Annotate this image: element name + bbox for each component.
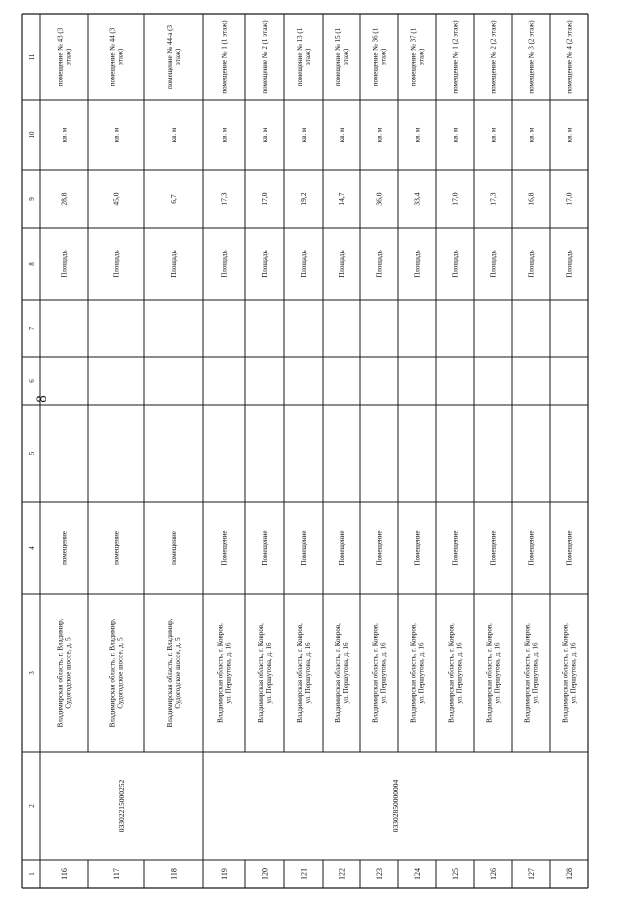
- parameter-value: 28,8: [59, 192, 69, 206]
- parameter-name: Площадь: [169, 250, 178, 278]
- column-number: 2: [28, 804, 36, 808]
- object-address: Владимирская область, г. Ковров,ул. Першутова, д. 16: [561, 623, 578, 723]
- object-type: Помещение: [565, 530, 574, 566]
- cadastral-number: 03302215000252: [117, 779, 127, 833]
- table-row: [216, 20, 232, 880]
- row-number: 122: [337, 868, 347, 880]
- table-row: [561, 20, 577, 880]
- parameter-value: 17,0: [564, 192, 574, 206]
- object-address: Владимирская область, г. Владимир,Судогодское шоссе, д. 5: [56, 618, 73, 728]
- parameter-value: 17,0: [450, 192, 460, 206]
- column-number: 10: [28, 131, 36, 139]
- parameter-unit: кв. м: [413, 127, 422, 143]
- column-number: 4: [28, 546, 36, 550]
- object-description: помещение № 37 (1этаж): [409, 27, 426, 87]
- parameter-name: Площадь: [260, 250, 269, 278]
- object-description: помещение № 15 (1этаж): [333, 27, 351, 87]
- parameter-unit: кв. м: [220, 127, 229, 143]
- object-type: помещение: [112, 531, 121, 565]
- parameter-name: Площадь: [527, 250, 536, 278]
- object-description: помещение № 1 (1 этаж): [220, 20, 229, 94]
- parameter-value: 19,2: [299, 192, 309, 206]
- table-cells: [28, 20, 578, 880]
- object-address: Владимирская область, г. Ковров,ул. Першутова, д. 16: [295, 623, 313, 723]
- object-description: помещение № 13 (1этаж): [295, 27, 313, 87]
- object-type: помещение: [169, 531, 178, 565]
- object-address: Владимирская область, г. Владимир,Судогодское шоссе, д. 5: [108, 618, 125, 728]
- row-number: 124: [412, 868, 422, 880]
- object-type: Помещение: [413, 530, 422, 566]
- row-number: 127: [526, 868, 536, 880]
- object-type: Помещение: [375, 530, 384, 566]
- object-address: Владимирская область, г. Ковров,ул. Першутова, д. 16: [216, 623, 233, 723]
- parameter-unit: кв. м: [451, 127, 460, 143]
- object-type: Помещение: [489, 530, 498, 566]
- object-type: Помещение: [220, 530, 229, 566]
- cadastral-number: 03302850000004: [391, 779, 401, 833]
- parameter-unit: кв. м: [112, 127, 121, 143]
- table-grid: [22, 14, 588, 888]
- parameter-unit: кв. м: [337, 127, 346, 143]
- row-number: 119: [219, 868, 229, 880]
- parameter-name: Площадь: [565, 250, 574, 278]
- parameter-unit: кв. м: [489, 127, 498, 143]
- parameter-value: 36,0: [374, 192, 384, 206]
- parameter-unit: кв. м: [260, 127, 269, 143]
- parameter-name: Площадь: [375, 250, 384, 278]
- parameter-value: 16,8: [526, 192, 536, 206]
- object-address: Владимирская область, г. Ковров,ул. Першутова, д. 16: [333, 623, 351, 723]
- object-address: Владимирская область, г. Ковров,ул. Першутова, д. 16: [447, 623, 464, 723]
- object-description: помещение № 3 (2 этаж): [527, 20, 536, 94]
- column-number: 11: [28, 53, 36, 61]
- object-description: помещение № 43 (3этаж): [56, 27, 73, 87]
- object-type: Помещение: [260, 530, 269, 566]
- object-address: Владимирская область, г. Ковров,ул. Першутова, д. 16: [523, 623, 540, 723]
- row-number: 123: [374, 868, 384, 880]
- object-description: помещение № 2 (1 этаж): [260, 20, 269, 94]
- column-number: 5: [28, 451, 36, 456]
- parameter-unit: кв. м: [60, 127, 69, 143]
- object-description: помещение № 1 (2 этаж): [451, 20, 460, 94]
- row-number: 121: [299, 868, 309, 880]
- row-number: 118: [169, 868, 179, 880]
- parameter-name: Площадь: [60, 250, 69, 278]
- parameter-unit: кв. м: [169, 127, 178, 143]
- column-number: 6: [28, 379, 36, 383]
- row-number: 125: [450, 868, 460, 880]
- object-type: помещение: [60, 531, 69, 565]
- object-address: Владимирская область, г. Ковров,ул. Першутова, д. 16: [371, 623, 388, 723]
- page-number: 8: [34, 395, 50, 403]
- table-row: [447, 20, 463, 880]
- parameter-unit: кв. м: [375, 127, 384, 143]
- parameter-value: 17,3: [488, 192, 498, 206]
- parameter-unit: кв. м: [299, 127, 308, 143]
- parameter-unit: кв. м: [565, 127, 574, 143]
- parameter-name: Площадь: [220, 250, 229, 278]
- parameter-name: Площадь: [299, 250, 308, 278]
- parameter-value: 17,3: [219, 192, 229, 206]
- object-address: Владимирская область, г. Ковров,ул. Першутова, д. 16: [409, 623, 426, 723]
- object-description: помещение № 2 (2 этаж): [489, 20, 498, 94]
- parameter-unit: кв. м: [527, 127, 536, 143]
- column-number: 7: [28, 326, 36, 331]
- object-type: Помещение: [451, 530, 460, 566]
- column-number: 8: [28, 262, 36, 266]
- object-description: помещение № 44 (3этаж): [108, 27, 125, 87]
- object-address: Владимирская область, г. Владимир,Судогодское шоссе, д. 5: [165, 618, 183, 728]
- parameter-value: 45,0: [111, 192, 121, 206]
- object-type: Помещение: [337, 530, 346, 566]
- row-number: 128: [564, 868, 574, 880]
- column-number: 1: [28, 872, 36, 876]
- column-number: 3: [28, 671, 36, 675]
- object-description: помещение № 4 (2 этаж): [565, 20, 574, 94]
- object-description: помещение № 36 (1этаж): [371, 27, 388, 87]
- parameter-value: 6,7: [169, 194, 179, 204]
- object-type: Помещение: [299, 530, 308, 566]
- parameter-name: Площадь: [413, 250, 422, 278]
- parameter-name: Площадь: [489, 250, 498, 278]
- row-number: 117: [111, 868, 121, 880]
- row-number: 120: [260, 868, 270, 880]
- table-row: [485, 20, 501, 880]
- row-number: 126: [488, 868, 498, 880]
- parameter-name: Площадь: [337, 250, 346, 278]
- parameter-value: 14,7: [337, 192, 347, 206]
- object-description: помещение № 44-а (3этаж): [165, 25, 183, 89]
- parameter-value: 17,0: [260, 192, 270, 206]
- parameter-name: Площадь: [451, 250, 460, 278]
- object-address: Владимирская область, г. Ковров,ул. Першутова, д. 16: [485, 623, 502, 723]
- row-number: 116: [59, 868, 69, 880]
- column-number: 9: [28, 197, 36, 201]
- object-type: Помещение: [527, 530, 536, 566]
- parameter-name: Площадь: [112, 250, 121, 278]
- table-row: [523, 20, 539, 880]
- parameter-value: 33,4: [412, 192, 422, 206]
- table-row: [257, 20, 273, 880]
- object-address: Владимирская область, г. Ковров,ул. Першутова, д. 16: [256, 623, 274, 723]
